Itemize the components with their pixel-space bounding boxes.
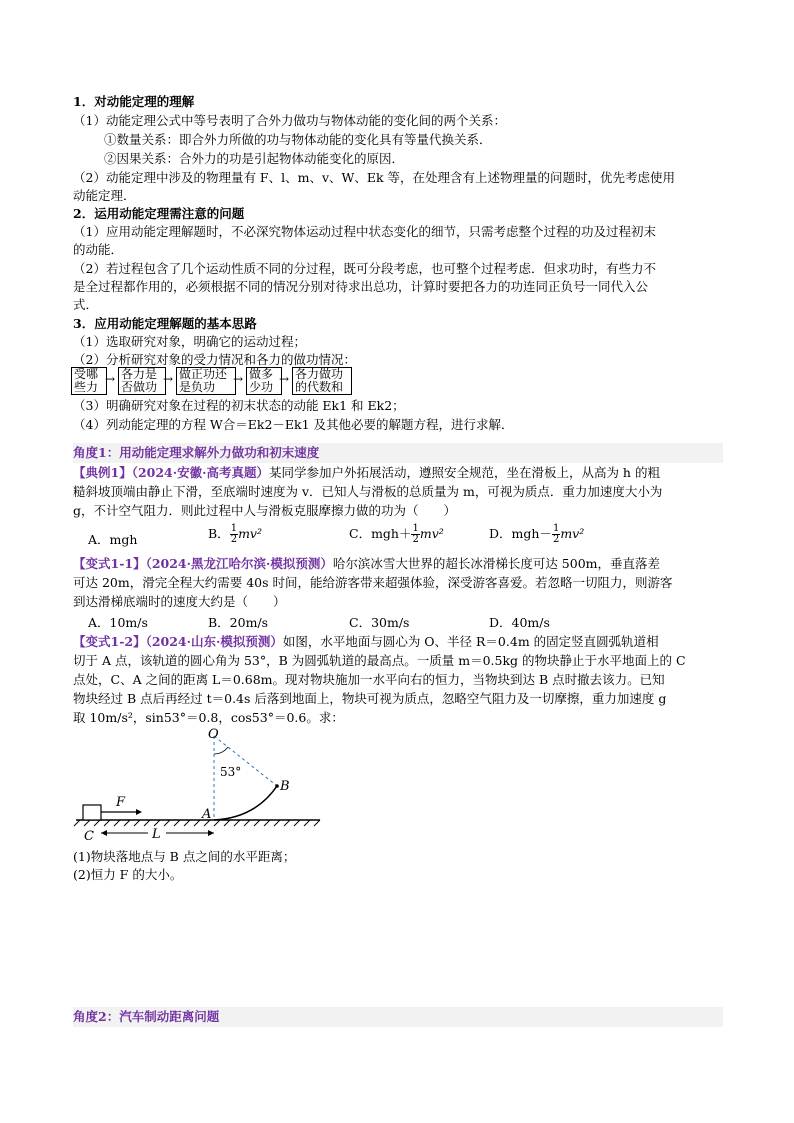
- example-3-line-3: 点处，C、A 之间的距离 L＝0.68m。现对物块施加一水平向右的恒力，当物块到达 B 点时撤去该力。已知: [73, 672, 665, 687]
- example-1-option-a: A．mgh: [88, 532, 138, 547]
- example-3-question-1: (1)物块落地点与 B 点之间的水平距离；: [73, 849, 296, 864]
- example-2-line-3: 到达滑梯底端时的速度大约是（ ）: [73, 594, 286, 609]
- fraction-den: 2: [230, 534, 238, 545]
- example-2-option-b: B．20m/s: [208, 615, 269, 630]
- point-b: [275, 784, 279, 788]
- flow-arrow-1: →: [105, 372, 116, 386]
- example-1-option-d: [489, 524, 584, 545]
- label-angle: 53°: [220, 765, 242, 779]
- ground-hatching: [74, 820, 320, 826]
- fraction-den: 2: [552, 534, 560, 545]
- label-o: O: [208, 727, 219, 742]
- flow-arrow-3: →: [233, 372, 244, 386]
- example-1-option-c-mv2: mv²: [419, 526, 444, 541]
- flow-step-5-top: 各力做功: [295, 367, 344, 381]
- angle-1-title: 角度1：用动能定理求解外力做功和初末速度: [73, 445, 320, 460]
- example-3-line-1: [73, 633, 723, 651]
- label-l: L: [152, 827, 161, 842]
- example-3-line-2: 切于 A 点，该轨道的圆心角为 53°，B 为圆弧轨道的最高点。一质量 m＝0.5kg 的物块静止于水平地面上的 C: [73, 653, 686, 668]
- section-3-title: 3．应用动能定理解题的基本思路: [73, 316, 257, 331]
- flow-step-2-top: 各力是: [121, 367, 158, 381]
- example-1-option-b-mv2: mv²: [238, 526, 262, 541]
- example-1-option-c: [349, 524, 444, 545]
- fraction-num: 1: [412, 523, 419, 534]
- section-2-p1b: 的动能．: [73, 242, 124, 257]
- arc-track: [214, 786, 277, 820]
- flow-step-2-bottom: 否做功: [121, 380, 158, 394]
- example-1-option-b-label: B．: [208, 526, 230, 541]
- section-3-p2: （2）分析研究对象的受力情况和各力的做功情况：: [73, 352, 356, 367]
- section-1-p2: （2）动能定理中涉及的物理量有 F、l、m、v、W、Ek 等，在处理含有上述物理量的问题时，优先考虑使用: [73, 170, 676, 185]
- flow-step-3-bottom: 是负功: [179, 380, 216, 394]
- flow-step-4-bottom: 少功: [249, 380, 274, 394]
- section-2-p2: （2）若过程包含了几个运动性质不同的分过程，既可分段考虑，也可整个过程考虑．但求功时，有些力不: [73, 261, 656, 276]
- force-arrowhead: [136, 809, 142, 815]
- example-2-option-a: A．10m/s: [88, 615, 148, 630]
- example-2-line-2: 可达 20m，滑完全程大约需要 40s 时间，能给游客带来超强体验，深受游客喜爱。若忽略一切阻力，则游客: [73, 575, 673, 590]
- fraction-half: [411, 524, 419, 545]
- fraction-num: 1: [552, 523, 560, 534]
- example-2-text-1: 哈尔滨冰雪大世界的超长冰滑梯长度可达 500m，垂直落差: [332, 556, 661, 571]
- section-1-p1b: ②因果关系：合外力的功是引起物体动能变化的原因．: [104, 151, 405, 166]
- angle-arc: [214, 747, 228, 754]
- section-2-title: 2．运用动能定理需注意的问题: [73, 206, 245, 221]
- example-1-option-c-label: C．mgh＋: [349, 526, 412, 541]
- example-1-text-1: 某同学参加户外拓展活动，遵照安全规范，坐在滑板上，从高为 h 的粗: [268, 465, 660, 480]
- flow-step-1-bottom: 些力: [74, 380, 99, 394]
- flow-step-4-top: 做多: [249, 367, 274, 381]
- flow-step-4: [246, 367, 282, 395]
- flow-arrow-2: →: [163, 372, 174, 386]
- block: [83, 805, 101, 820]
- flow-step-1: [71, 367, 107, 395]
- example-1-line-1: [73, 464, 723, 482]
- example-2-option-d: D．40m/s: [489, 615, 550, 630]
- flow-step-2: [118, 367, 166, 395]
- flow-step-3-top: 做正功还: [179, 367, 228, 381]
- example-1-tag: 【典例1】（2024·安徽·高考真题）: [73, 465, 269, 480]
- example-3-line-5: 取 10m/s²，sin53°＝0.8，cos53°＝0.6。求：: [73, 710, 344, 725]
- example-2-tag: 【变式1-1】（2024·黑龙江哈尔滨·模拟预测）: [73, 556, 333, 571]
- section-2-p2b: 是全过程都作用的，必须根据不同的情况分别对待求出总功，计算时要把各力的功连同正负号一同代入公: [73, 279, 649, 294]
- angle-2-title: 角度2：汽车制动距离问题: [73, 1009, 220, 1024]
- fraction-half: [230, 524, 238, 545]
- section-1-title: 1．对动能定理的理解: [73, 94, 195, 109]
- section-3-p3: （3）明确研究对象在过程的初末状态的动能 Ek1 和 Ek2；: [73, 398, 405, 413]
- distance-arrow-right: [208, 830, 214, 836]
- label-c: C: [84, 829, 94, 844]
- example-1-option-d-mv2: mv²: [560, 526, 585, 541]
- section-2-p2c: 式．: [73, 297, 99, 312]
- flow-step-1-top: 受哪: [74, 367, 99, 381]
- section-1-p1: （1）动能定理公式中等号表明了合外力做功与物体动能的变化间的两个关系：: [73, 113, 506, 128]
- example-2-option-c: C．30m/s: [349, 615, 410, 630]
- example-3-line-4: 物块经过 B 点后再经过 t＝0.4s 后落到地面上，物块可视为质点，忽略空气阻力及一切摩擦，重力加速度 g: [73, 691, 667, 706]
- flow-step-5: [292, 367, 352, 395]
- label-f: F: [116, 795, 126, 810]
- label-a: A: [202, 807, 212, 822]
- example-1-line-3: g，不计空气阻力．则此过程中人与滑板克服摩擦力做的功为（ ）: [73, 503, 457, 518]
- section-1-p1a: ①数量关系：即合外力所做的功与物体动能的变化具有等量代换关系．: [104, 132, 492, 147]
- section-1-p2b: 动能定理．: [73, 188, 136, 203]
- section-3-p1: （1）选取研究对象，明确它的运动过程；: [73, 334, 306, 349]
- example-1-option-b: [208, 524, 262, 545]
- fraction-num: 1: [230, 523, 238, 534]
- example-2-line-1: [73, 555, 723, 573]
- track-figure: [70, 724, 330, 849]
- section-2-p1: （1）应用动能定理解题时，不必深究物体运动过程中状态变化的细节，只需考虑整个过程的功及过程初末: [73, 224, 656, 239]
- flow-step-3: [176, 367, 236, 395]
- flow-arrow-4: →: [279, 372, 290, 386]
- flow-step-5-bottom: 的代数和: [295, 380, 344, 394]
- example-3-question-2: (2)恒力 F 的大小。: [73, 867, 183, 882]
- example-1-option-d-label: D．mgh－: [489, 526, 552, 541]
- example-3-text-1: 如图，水平地面与圆心为 O、半径 R＝0.4m 的固定竖直圆弧轨道相: [282, 634, 659, 649]
- example-1-line-2: 糙斜坡顶端由静止下滑，至底端时速度为 v．已知人与滑板的总质量为 m，可视为质点．重力加速度大小为: [73, 484, 663, 499]
- section-3-p4: （4）列动能定理的方程 W合＝Ek2－Ek1 及其他必要的解题方程，进行求解．: [73, 417, 514, 432]
- distance-arrow-left: [101, 830, 107, 836]
- label-b: B: [280, 779, 290, 794]
- example-3-tag: 【变式1-2】（2024·山东·模拟预测）: [73, 634, 283, 649]
- fraction-den: 2: [412, 534, 419, 545]
